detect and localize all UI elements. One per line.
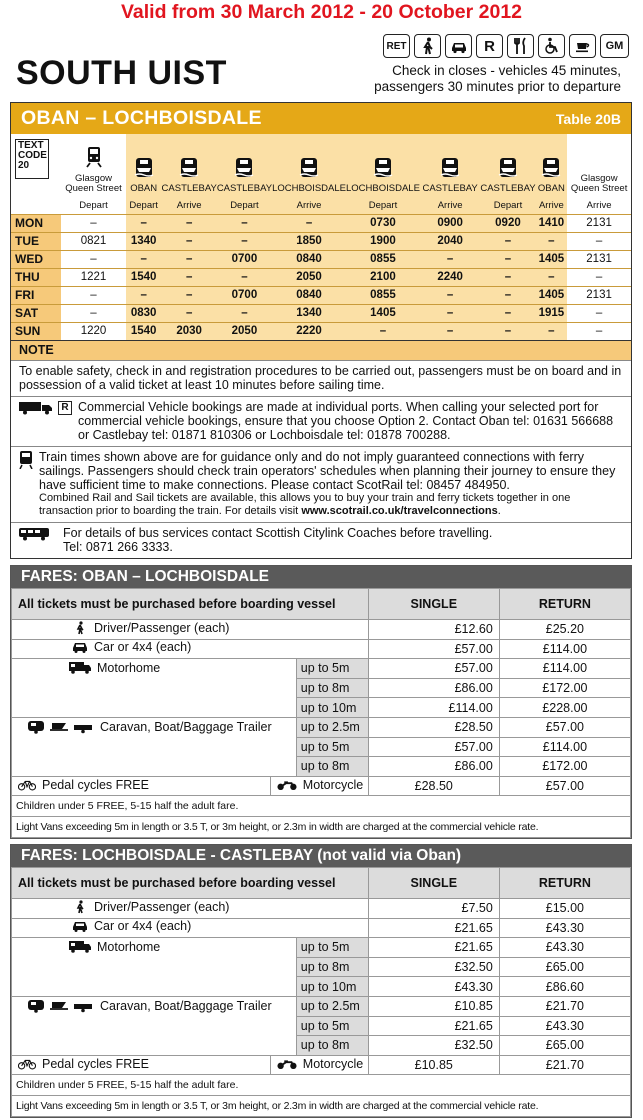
- facility-icons: [383, 34, 629, 58]
- motorcycle-icon: [277, 778, 297, 792]
- time-cell: 2050: [272, 268, 346, 286]
- time-cell: 2220: [272, 322, 346, 340]
- train-icon: [19, 451, 33, 469]
- foot-passenger-icon: [72, 900, 88, 914]
- foot-passenger-icon: [414, 34, 441, 58]
- fare-row: [12, 938, 631, 958]
- day-label: MON: [11, 214, 61, 232]
- wheelchair-icon: [538, 34, 565, 58]
- fare-label: Driver/Passenger (each): [94, 899, 230, 914]
- table-number: Table 20B: [555, 110, 621, 127]
- car-icon: [72, 640, 88, 654]
- depart-arrive-label: Arrive: [272, 198, 346, 214]
- fare-label: Motorcycle: [302, 777, 364, 792]
- depart-arrive-label: Depart: [480, 198, 535, 214]
- time-cell: –: [567, 322, 631, 340]
- fare-row: [12, 1055, 631, 1075]
- fare-label: Pedal cycles FREE: [42, 1056, 149, 1071]
- size-range: up to 10m: [300, 700, 357, 715]
- time-cell: 0840: [272, 286, 346, 304]
- time-cell: –: [217, 232, 272, 250]
- station-label: OBAN: [537, 183, 565, 194]
- time-cell: 2131: [567, 286, 631, 304]
- return-fare: £43.30: [545, 920, 585, 935]
- time-cell: –: [567, 232, 631, 250]
- time-cell: 0840: [272, 250, 346, 268]
- time-cell: –: [61, 286, 126, 304]
- time-cell: –: [480, 304, 535, 322]
- fares-oban-lochboisdale: [10, 565, 632, 839]
- fare-label: Pedal cycles FREE: [42, 777, 149, 792]
- fare-row: [12, 659, 631, 679]
- fare-row: [12, 620, 631, 640]
- time-cell: –: [420, 322, 480, 340]
- time-cell: –: [480, 286, 535, 304]
- timetable-row: [11, 232, 631, 250]
- timetable-row: [11, 250, 631, 268]
- return-fare: £57.00: [545, 779, 585, 794]
- bicycle-icon: [18, 1057, 36, 1071]
- column-header-return: RETURN: [538, 597, 591, 611]
- coffee-icon: [569, 34, 596, 58]
- time-cell: –: [61, 304, 126, 322]
- fare-table-row: [12, 1096, 631, 1117]
- single-fare: £10.85: [454, 999, 493, 1014]
- time-cell: 0821: [61, 232, 126, 250]
- reservation-icon: R: [58, 401, 72, 415]
- station-label: CASTLEBAY: [216, 183, 273, 194]
- single-fare: £21.65: [454, 1018, 493, 1033]
- size-range: up to 5m: [300, 661, 350, 676]
- fare-label: Caravan, Boat/Baggage Trailer: [100, 998, 272, 1013]
- fare-table-row: [12, 817, 631, 838]
- single-fare: £57.00: [454, 641, 493, 656]
- bicycle-icon: [18, 778, 36, 792]
- time-cell: 1340: [126, 232, 162, 250]
- time-cell: 2030: [162, 322, 217, 340]
- fare-row: [12, 899, 631, 919]
- ferry-icon: [420, 156, 480, 178]
- single-fare: £21.65: [454, 920, 493, 935]
- return-fare: £86.60: [545, 979, 585, 994]
- single-fare: £7.50: [461, 901, 493, 916]
- time-cell: 1221: [61, 268, 126, 286]
- time-cell: 1850: [272, 232, 346, 250]
- route-header: [11, 103, 631, 134]
- fare-label: Car or 4x4 (each): [94, 640, 192, 655]
- depart-arrive-label: Depart: [346, 198, 420, 214]
- station-label: LOCHBOISDALE: [346, 183, 420, 194]
- size-range: up to 8m: [300, 759, 350, 774]
- time-cell: 1410: [536, 214, 568, 232]
- day-label: SUN: [11, 322, 61, 340]
- time-cell: 0855: [346, 286, 420, 304]
- size-range: up to 10m: [300, 979, 357, 994]
- fare-row: [12, 776, 631, 796]
- depart-arrive-label: Arrive: [420, 198, 480, 214]
- time-cell: –: [217, 304, 272, 322]
- single-fare: £114.00: [448, 700, 493, 715]
- children-note: Children under 5 FREE, 5-15 half the adult fare.: [16, 1079, 239, 1092]
- safety-note: To enable safety, check in and registration procedures to be carried out, passengers must be on board and in possession of a valid ticket at least 10 minutes before sailing time.: [11, 360, 631, 396]
- depart-arrive-label: Arrive: [536, 198, 568, 214]
- timetable-row: [11, 214, 631, 232]
- size-range: up to 5m: [300, 739, 350, 754]
- motorcycle-icon: [277, 1057, 297, 1071]
- ret-icon: RET: [383, 34, 410, 58]
- time-cell: –: [567, 268, 631, 286]
- fare-row: [12, 639, 631, 659]
- return-fare: £172.00: [542, 681, 588, 696]
- depart-arrive-label: Depart: [126, 198, 162, 214]
- fares-lochboisdale-castlebay: [10, 844, 632, 1118]
- return-fare: £114.00: [542, 661, 588, 676]
- time-cell: –: [272, 214, 346, 232]
- station-label: CASTLEBAY: [480, 183, 536, 194]
- time-cell: –: [61, 214, 126, 232]
- time-cell: 1405: [346, 304, 420, 322]
- size-range: up to 8m: [300, 960, 350, 975]
- fares-table: [11, 588, 631, 838]
- page-title: SOUTH UIST: [16, 54, 227, 92]
- ferry-icon: [346, 156, 420, 178]
- time-cell: 1340: [272, 304, 346, 322]
- caravan-trailer-icon: [28, 999, 94, 1013]
- motorhome-icon: [69, 661, 91, 675]
- validity-banner: Valid from 30 March 2012 - 20 October 2012: [120, 1, 523, 23]
- depart-arrive-label: Arrive: [586, 200, 612, 212]
- day-label: THU: [11, 268, 61, 286]
- return-fare: £43.30: [545, 940, 585, 955]
- single-fare: £43.30: [454, 979, 493, 994]
- return-fare: £25.20: [545, 622, 585, 637]
- ferry-icon: [217, 156, 272, 178]
- station-label: Glasgow Queen Street: [570, 173, 628, 194]
- size-range: up to 5m: [300, 1018, 350, 1033]
- light-vans-note: Light Vans exceeding 5m in length or 3.5 T, or 3m height, or 2.3m in width are charged at the commercial vehicle rate.: [16, 1100, 539, 1113]
- timetable-row: [11, 322, 631, 340]
- timetable: [11, 134, 631, 340]
- ferry-icon: [162, 156, 217, 178]
- time-cell: –: [217, 214, 272, 232]
- return-fare: £21.70: [545, 999, 585, 1014]
- size-range: up to 2.5m: [300, 720, 360, 735]
- day-label: TUE: [11, 232, 61, 250]
- gm-icon: GM: [600, 34, 629, 58]
- foot-passenger-icon: [72, 621, 88, 635]
- time-cell: 0855: [346, 250, 420, 268]
- time-cell: 0920: [480, 214, 535, 232]
- day-label: FRI: [11, 286, 61, 304]
- route-title: OBAN – LOCHBOISDALE: [21, 107, 262, 129]
- return-fare: £114.00: [542, 739, 588, 754]
- return-fare: £15.00: [545, 901, 585, 916]
- single-fare: £12.60: [454, 622, 493, 637]
- time-cell: –: [480, 268, 535, 286]
- return-fare: £57.00: [545, 720, 585, 735]
- fare-label: Motorhome: [97, 940, 161, 955]
- time-cell: –: [536, 232, 568, 250]
- lorry-icon: [19, 401, 55, 415]
- time-cell: –: [126, 250, 162, 268]
- time-cell: –: [162, 232, 217, 250]
- return-fare: £43.30: [545, 1018, 585, 1033]
- reservation-icon: R: [476, 34, 503, 58]
- note-heading: NOTE: [11, 340, 631, 360]
- light-vans-note: Light Vans exceeding 5m in length or 3.5 T, or 3m height, or 2.3m in width are charged at the commercial vehicle rate.: [16, 821, 539, 834]
- time-cell: 1915: [536, 304, 568, 322]
- car-icon: [72, 919, 88, 933]
- car-icon: [445, 34, 472, 58]
- time-cell: –: [217, 268, 272, 286]
- depart-arrive-label: Arrive: [162, 198, 217, 214]
- fare-row: [12, 717, 631, 737]
- return-fare: £114.00: [542, 641, 588, 656]
- size-range: up to 2.5m: [300, 999, 360, 1014]
- time-cell: –: [61, 250, 126, 268]
- ferry-icon: [536, 156, 568, 178]
- checkin-info: Check in closes - vehicles 45 minutes, passengers 30 minutes prior to departure: [374, 63, 621, 94]
- time-cell: 0700: [217, 286, 272, 304]
- fare-table-row: [12, 868, 631, 899]
- station-label: Glasgow Queen Street: [65, 173, 122, 194]
- size-range: up to 8m: [300, 1038, 350, 1053]
- return-fare: £172.00: [542, 759, 588, 774]
- time-cell: 1405: [536, 286, 568, 304]
- fares-title: FARES: LOCHBOISDALE - CASTLEBAY (not valid via Oban): [11, 845, 631, 867]
- time-cell: 2131: [567, 250, 631, 268]
- ferry-icon: [126, 156, 162, 178]
- single-fare: £28.50: [454, 720, 493, 735]
- depart-arrive-label: Depart: [79, 200, 108, 212]
- fares-table: [11, 867, 631, 1117]
- commercial-vehicle-note: R Commercial Vehicle bookings are made at individual ports. When calling your selected port for commercial vehicle bookings, ensure that you choose Option 2. Contact Oban tel: 01631 566688 or Castlebay tel: 01871 810306 or Lochboisdale tel: 01878 700288.: [11, 396, 631, 446]
- return-fare: £21.70: [545, 1058, 585, 1073]
- time-cell: 0830: [126, 304, 162, 322]
- fare-label: Motorcycle: [302, 1056, 364, 1071]
- station-label: CASTLEBAY: [422, 183, 478, 194]
- return-fare: £65.00: [545, 1038, 585, 1053]
- time-cell: 1900: [346, 232, 420, 250]
- fare-table-row: [12, 1075, 631, 1096]
- time-cell: –: [162, 286, 217, 304]
- station-label: CASTLEBAY: [161, 183, 217, 194]
- time-cell: 2100: [346, 268, 420, 286]
- time-cell: –: [536, 268, 568, 286]
- column-header-single: SINGLE: [410, 597, 458, 611]
- time-cell: 0700: [217, 250, 272, 268]
- time-cell: –: [126, 286, 162, 304]
- text-code-box: TEXT CODE 20: [15, 139, 49, 179]
- time-cell: –: [420, 304, 480, 322]
- scotrail-link[interactable]: www.scotrail.co.uk/travelconnections: [301, 505, 498, 517]
- time-cell: 1220: [61, 322, 126, 340]
- time-cell: –: [480, 232, 535, 250]
- day-label: WED: [11, 250, 61, 268]
- fare-label: Car or 4x4 (each): [94, 919, 192, 934]
- time-cell: –: [480, 250, 535, 268]
- bus-icon: [19, 527, 49, 541]
- single-fare: £57.00: [454, 661, 493, 676]
- single-fare: £86.00: [454, 759, 493, 774]
- time-cell: –: [162, 250, 217, 268]
- time-cell: 0730: [346, 214, 420, 232]
- fare-label: Driver/Passenger (each): [94, 620, 230, 635]
- single-fare: £28.50: [414, 779, 453, 794]
- time-cell: 2131: [567, 214, 631, 232]
- depart-arrive-label: Depart: [217, 198, 272, 214]
- return-fare: £228.00: [542, 700, 588, 715]
- single-fare: £32.50: [454, 960, 493, 975]
- day-label: SAT: [11, 304, 61, 322]
- timetable-row: [11, 268, 631, 286]
- size-range: up to 5m: [300, 940, 350, 955]
- train-icon: [61, 146, 126, 168]
- bus-note: For details of bus services contact Scottish Citylink Coaches before travelling. Tel: 0871 266 3333.: [11, 522, 631, 558]
- time-cell: –: [420, 286, 480, 304]
- station-label: OBAN: [130, 183, 158, 194]
- time-cell: –: [480, 322, 535, 340]
- ferry-icon: [272, 156, 346, 178]
- time-cell: 1540: [126, 322, 162, 340]
- ferry-icon: [480, 156, 535, 178]
- restaurant-icon: [507, 34, 534, 58]
- time-cell: 0900: [420, 214, 480, 232]
- fare-label: Motorhome: [97, 661, 161, 676]
- time-cell: 1540: [126, 268, 162, 286]
- children-note: Children under 5 FREE, 5-15 half the adult fare.: [16, 800, 239, 813]
- time-cell: 2040: [420, 232, 480, 250]
- single-fare: £86.00: [454, 681, 493, 696]
- time-cell: 1405: [536, 250, 568, 268]
- fare-label: Caravan, Boat/Baggage Trailer: [100, 719, 272, 734]
- timetable-panel: [10, 102, 632, 559]
- time-cell: –: [567, 304, 631, 322]
- column-header-return: RETURN: [538, 876, 591, 890]
- time-cell: 2050: [217, 322, 272, 340]
- column-header-ticket: All tickets must be purchased before boarding vessel: [18, 876, 336, 890]
- time-cell: –: [420, 250, 480, 268]
- motorhome-icon: [69, 940, 91, 954]
- timetable-row: [11, 304, 631, 322]
- time-cell: –: [536, 322, 568, 340]
- column-header-single: SINGLE: [410, 876, 458, 890]
- single-fare: £32.50: [454, 1038, 493, 1053]
- fare-row: [12, 996, 631, 1016]
- fare-row: [12, 918, 631, 938]
- station-label: LOCHBOISDALE: [272, 183, 346, 194]
- single-fare: £10.85: [414, 1058, 453, 1073]
- size-range: up to 8m: [300, 681, 350, 696]
- fare-table-row: [12, 589, 631, 620]
- timetable-row: [11, 286, 631, 304]
- fares-title: FARES: OBAN – LOCHBOISDALE: [11, 566, 631, 588]
- caravan-trailer-icon: [28, 720, 94, 734]
- column-header-ticket: All tickets must be purchased before boarding vessel: [18, 597, 336, 611]
- time-cell: –: [162, 268, 217, 286]
- single-fare: £57.00: [454, 739, 493, 754]
- time-cell: –: [162, 304, 217, 322]
- time-cell: –: [126, 214, 162, 232]
- fare-table-row: [12, 796, 631, 817]
- time-cell: 2240: [420, 268, 480, 286]
- time-cell: –: [346, 322, 420, 340]
- return-fare: £65.00: [545, 960, 585, 975]
- time-cell: –: [162, 214, 217, 232]
- train-note: Train times shown above are for guidance only and do not imply guaranteed connections with ferry sailings. Passengers should check train operators' schedules when planning their journey to ensure they have sufficient time to make connections. Please contact ScotRail tel: 08457 484950. Combined Rail and Sail tickets are available, this allows you to buy your train and ferry tickets together in one transaction prior to boarding the train. For details visit www.scotrail.co.uk/travelconnections.: [11, 446, 631, 522]
- single-fare: £21.65: [454, 940, 493, 955]
